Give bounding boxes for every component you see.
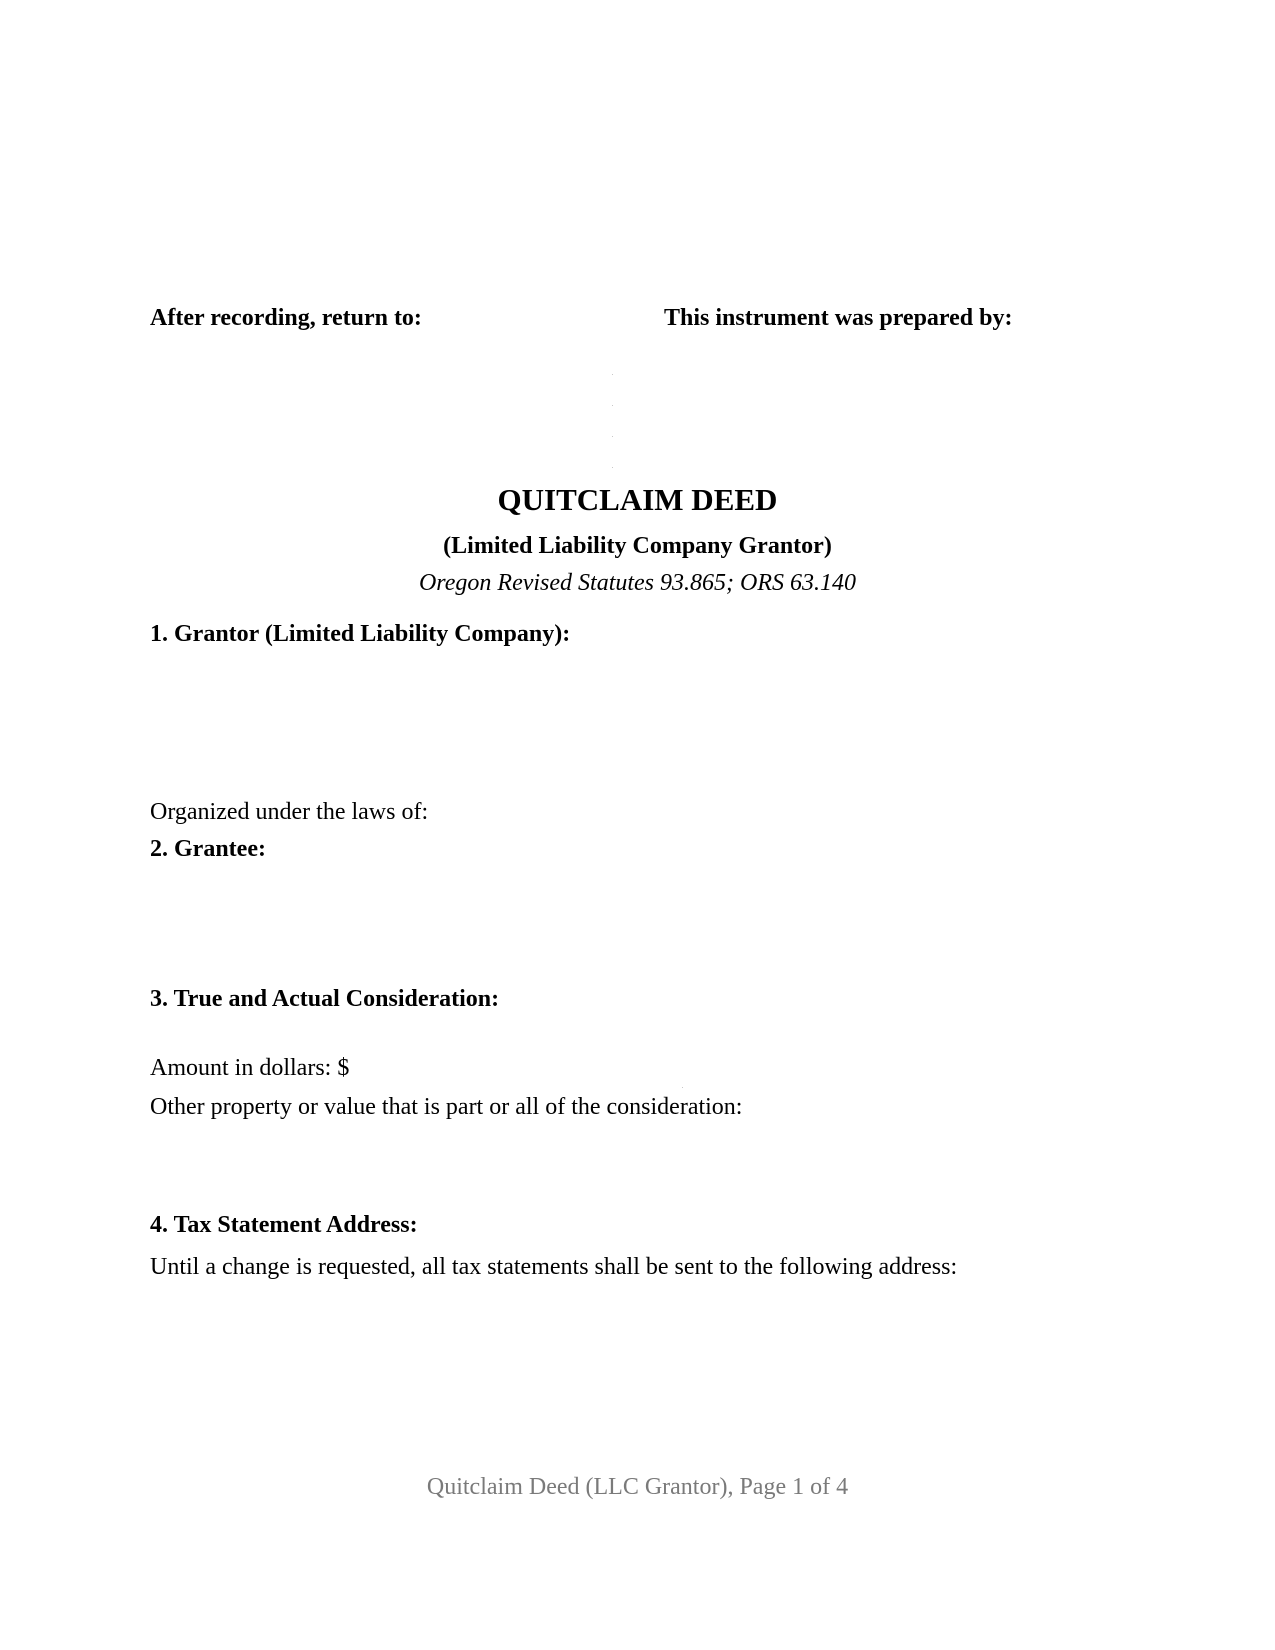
grantor-heading: 1. Grantor (Limited Liability Company): xyxy=(150,621,571,647)
faint-mark xyxy=(612,405,613,406)
other-consideration-label: Other property or value that is part or all of the consideration: xyxy=(150,1094,743,1120)
statute-reference: Oregon Revised Statutes 93.865; ORS 63.140 xyxy=(418,570,857,596)
tax-address-heading: 4. Tax Statement Address: xyxy=(150,1212,418,1238)
consideration-heading: 3. True and Actual Consideration: xyxy=(150,986,500,1012)
page-footer: Quitclaim Deed (LLC Grantor), Page 1 of 4 xyxy=(426,1474,849,1500)
return-to-label: After recording, return to: xyxy=(150,305,422,331)
document-subtitle: (Limited Liability Company Grantor) xyxy=(443,533,832,559)
organized-under-label: Organized under the laws of: xyxy=(150,799,429,825)
faint-mark xyxy=(612,374,613,375)
document-title: QUITCLAIM DEED xyxy=(497,482,778,517)
amount-label: Amount in dollars: $ xyxy=(150,1055,350,1081)
faint-mark xyxy=(682,1087,683,1088)
prepared-by-label: This instrument was prepared by: xyxy=(664,305,1013,331)
tax-address-instruction: Until a change is requested, all tax statements shall be sent to the following address: xyxy=(150,1254,958,1280)
faint-mark xyxy=(612,467,613,468)
grantee-heading: 2. Grantee: xyxy=(150,836,266,862)
faint-mark xyxy=(612,436,613,437)
